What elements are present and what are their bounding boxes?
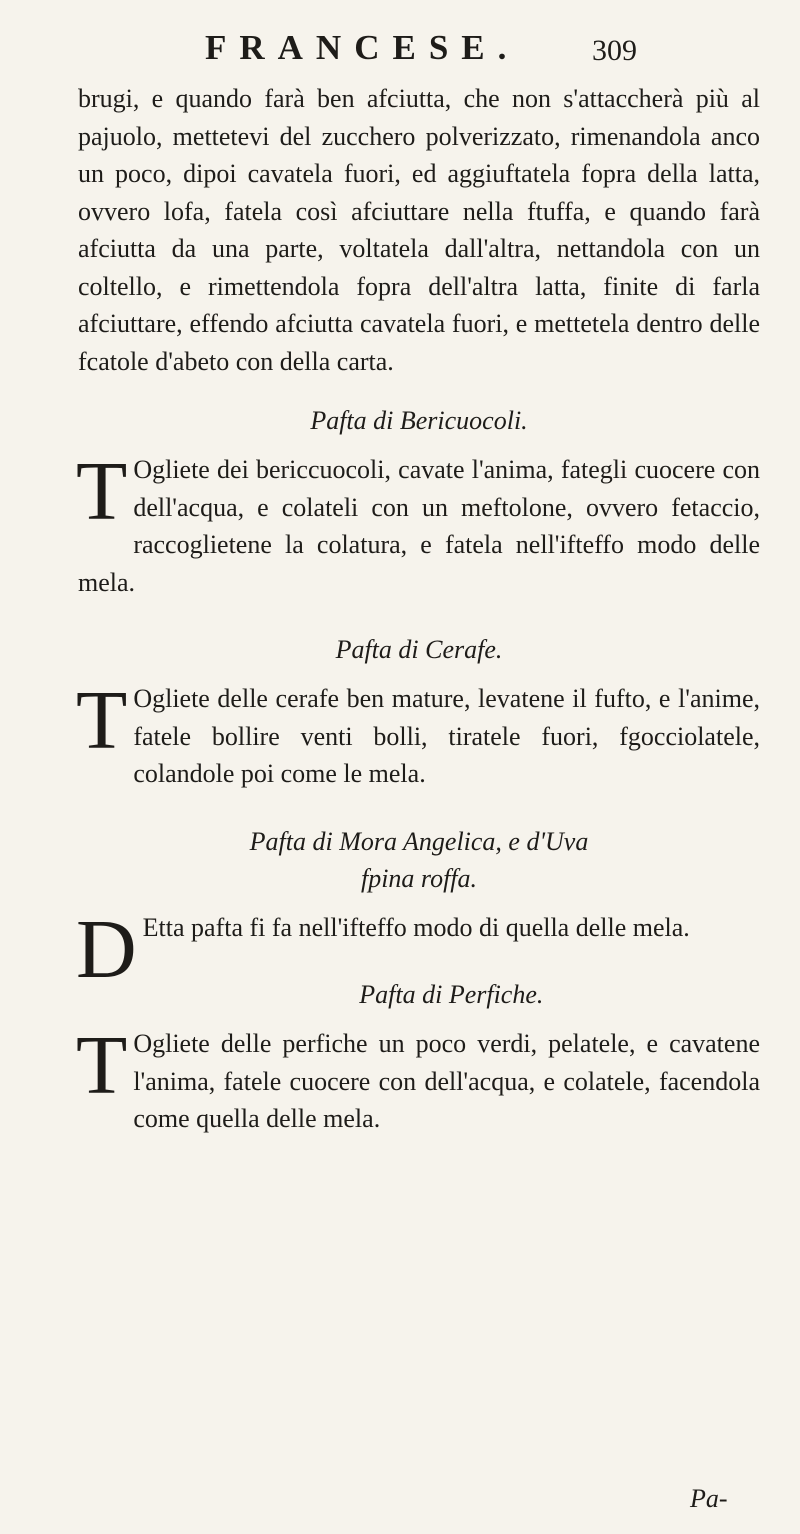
page-number: 309	[592, 34, 637, 67]
recipe-text	[76, 674, 760, 793]
recipe-body: Ogliete delle perfiche un poco verdi, pelatele, e cavatene l'anima, fatele cuocere con dell'acqua, e colatele, facendola come quella delle mela.	[133, 1029, 760, 1133]
running-head: FRANCESE.	[205, 28, 520, 67]
recipe-text	[76, 445, 760, 601]
page-header	[0, 18, 800, 78]
recipe-section-perfiche	[78, 976, 760, 1138]
recipe-heading-line2: fpina roffa.	[360, 863, 478, 893]
drop-cap: T	[76, 1019, 128, 1112]
opening-paragraph: brugi, e quando farà ben afciutta, che non s'attaccherà più al pajuolo, mettetevi del zucchero polverizzato, rimenandola anco un poco, dipoi cavatela fuori, ed aggiuftatela fopra della latta, ovvero lofa, fatela così afciuttare nella ftuffa, e quando farà afciutta da una parte, voltatela dall'altra, nettandola con un coltello, e rimettendola fopra dell'altra latta, finite di farla afciuttare, effendo afciutta cavatela fuori, e mettetela dentro delle fcatole d'abeto con della carta.	[78, 84, 760, 376]
catchword: Pa-	[690, 1484, 728, 1513]
recipe-heading	[78, 823, 760, 897]
drop-cap: D	[76, 902, 137, 996]
recipe-section-cerafe	[78, 631, 760, 793]
recipe-heading: Pafta di Bericuocoli.	[310, 406, 528, 435]
recipe-heading: Pafta di Perfiche.	[359, 980, 544, 1009]
drop-cap: T	[76, 445, 128, 538]
recipe-section-bericuocoli	[78, 402, 760, 601]
recipe-body: Ogliete delle cerafe ben mature, levatene il fufto, e l'anime, fatele bollire venti bolli, tiratele fuori, fgocciolatele, colandole poi come le mela.	[133, 684, 760, 788]
drop-cap: T	[76, 674, 128, 767]
page-body	[78, 80, 760, 1168]
recipe-heading-line1: Pafta di Mora Angelica, e d'Uva	[249, 826, 589, 856]
recipe-text	[76, 1019, 760, 1138]
recipe-body: Etta pafta fi fa nell'ifteffo modo di quella delle mela.	[142, 912, 690, 942]
recipe-body: Ogliete dei bericcuocoli, cavate l'anima, fategli cuocere con dell'acqua, e colateli con un meftolone, ovvero fetaccio, raccoglietene la colatura, e fatela nell'ifteffo modo delle mela.	[78, 455, 760, 597]
recipe-heading: Pafta di Cerafe.	[335, 635, 503, 664]
